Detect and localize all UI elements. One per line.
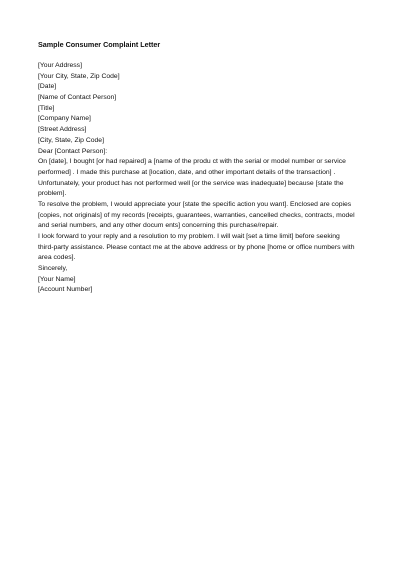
paragraph-line: On [date], I bought [or had repaired] a [name of the produ ct with the serial or model number or service	[38, 158, 346, 166]
paragraph-line: performed] . I made this purchase at [location, date, and other important details of the transaction] .	[38, 168, 336, 176]
paragraph-line: To resolve the problem, I would appreciate your [state the specific action you want]. Enclosed are copies	[38, 200, 352, 208]
paragraph-line: [copies, not originals] of my records [receipts, guarantees, warranties, cancelled checks, contracts, model	[38, 211, 355, 219]
letter-body	[38, 61, 368, 296]
company-name-line: [Company Name]	[38, 115, 91, 123]
paragraph-line: area codes].	[38, 254, 76, 262]
date-line: [Date]	[38, 83, 57, 91]
account-number-line: [Account Number]	[38, 286, 93, 294]
recipient-city-line: [City, State, Zip Code]	[38, 136, 104, 144]
closing-line: Sincerely,	[38, 265, 68, 273]
sender-city-line: [Your City, State, Zip Code]	[38, 72, 120, 80]
paragraph-line: third-party assistance. Please contact me at the above address or by phone [home or office numbers with	[38, 243, 355, 251]
paragraph-line: problem].	[38, 190, 67, 198]
recipient-title-line: [Title]	[38, 104, 55, 112]
letter-title: Sample Consumer Complaint Letter	[38, 40, 161, 49]
street-address-line: [Street Address]	[38, 126, 87, 134]
salutation-line: Dear [Contact Person]:	[38, 147, 108, 155]
recipient-name-line: [Name of Contact Person]	[38, 94, 117, 102]
paragraph-line: Unfortunately, your product has not performed well [or the service was inadequate] because [state the	[38, 179, 344, 187]
sender-address-line: [Your Address]	[38, 62, 82, 69]
paragraph-line: I look forward to your reply and a resolution to my problem. I will wait [set a time limit] before seeking	[38, 233, 340, 240]
paragraph-line: and serial numbers, and any other docum ents] concerning this purchase/repair.	[38, 222, 279, 230]
signature-name-line: [Your Name]	[38, 275, 76, 283]
